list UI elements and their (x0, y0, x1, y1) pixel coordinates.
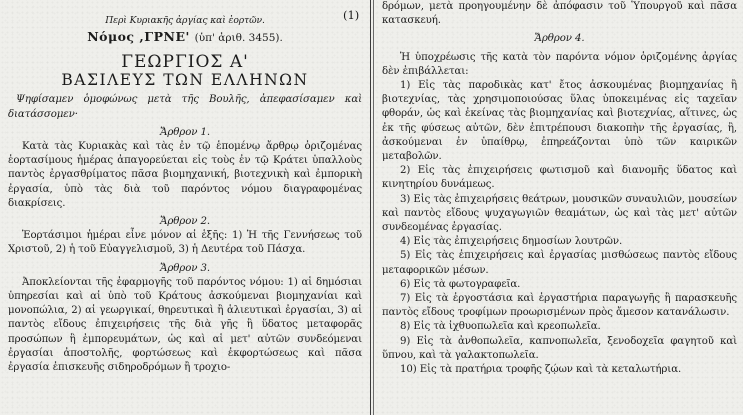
column-divider-secondary (373, 0, 374, 415)
list-item: 10) Εἰς τὰ πρατήρια τροφῆς ζῴων καὶ τὰ κεταλωτήρια. (400, 364, 682, 376)
list-item: 9) Εἰς τὰ ἀνθοπωλεῖα, καπνοπωλεῖα, ξενοδοχεῖα φαγητοῦ καὶ ὕπνου, καὶ τὰ γαλακτοπωλεῖα. (382, 335, 737, 361)
enactment-clause: Ψηφίσαμεν ὁμοφώνως μετὰ τῆς Βουλῆς, ἀπεφασίσαμεν καὶ διατάσσομεν· (8, 94, 362, 120)
article-4-heading: Ἄρθρον 4. (534, 33, 585, 45)
article-3-heading: Ἄρθρον 3. (160, 262, 210, 274)
law-reference: (ὑπ' ἀριθ. 3455). (194, 32, 283, 45)
list-item: 7) Εἰς τὰ ἐργοστάσια καὶ ἐργαστήρια παραγωγῆς ἢ παρασκευῆς παντὸς εἴδους τροφίμων προωρισμένων πρὸς ἄμεσον κατανάλωσιν. (382, 293, 737, 319)
law-number: Νόμος ,ΓΡΝΕ' (87, 29, 190, 45)
page-number: (1) (343, 8, 360, 22)
list-item: 1) Εἰς τὰς παροδικὰς κατ' ἔτος ἀσκουμένας βιομηχανίας ἢ βιοτεχνίας, τὰς χρησιμοποιούσας ὕλας ὑποκειμένας εἰς ταχεῖαν φθοράν, ὡς καὶ ἐκείνας τὰς βιομηχανίας καὶ βιοτεχνίας, αἵτινες, ὡς ἐκ τῆς φύσεως αὐτῶν, δὲν ἐπιτρέπουσι διακοπὴν τῆς ἐργασίας, ἢ, ἀσκούμεναι ἐν ὑπαίθρῳ, ἐπηρεάζονται ὑπὸ τῶν καιρικῶν μεταβολῶν. (382, 80, 737, 163)
column-divider (370, 0, 371, 415)
list-item: 4) Εἰς τὰς ἐπιχειρήσεις δημοσίων λουτρῶν. (400, 236, 623, 248)
list-item: 3) Εἰς τὰς ἐπιχειρήσεις θεάτρων, μουσικῶν συναυλιῶν, μουσείων καὶ παντὸς εἴδους ψυχαγωγιῶν θεαμάτων, ὡς καὶ τὰς μετ' αὐτῶν συνδεομένας ἐργασίας. (382, 193, 737, 234)
article-3-continuation: δρόμων, μετὰ προηγουμένην δὲ ἀπόφασιν τοῦ Ὑπουργοῦ καὶ πᾶσα κατασκευή. (382, 1, 737, 27)
right-column (382, 0, 737, 415)
list-item: 5) Εἰς τὰς ἐπιχειρήσεις καὶ ἐργασίας μισθώσεως παντὸς εἴδους μεταφορικῶν μέσων. (382, 250, 737, 276)
list-item: 8) Εἰς τὰ ἰχθυοπωλεῖα καὶ κρεοπωλεῖα. (400, 321, 601, 333)
law-title (8, 30, 362, 45)
article-1-heading: Ἄρθρον 1. (160, 126, 210, 138)
section-heading: Περὶ Κυριακῆς ἀργίας καὶ ἑορτῶν. (105, 15, 265, 26)
article-2-text: Ἑορτάσιμοι ἡμέραι εἶνε μόνον αἱ ἑξῆς: 1) Ἡ τῆς Γεννήσεως τοῦ Χριστοῦ, 2) ἡ τοῦ Εὐαγγελισμοῦ, 3) ἡ Δευτέρα τοῦ Πάσχα. (8, 230, 362, 256)
king-name: ΓΕΩΡΓΙΟΣ Α' (121, 52, 249, 73)
list-item: 6) Εἰς τὰ φωτογραφεῖα. (400, 278, 521, 290)
king-title: ΒΑΣΙΛΕΥΣ ΤΩΝ ΕΛΛΗΝΩΝ (61, 71, 309, 90)
article-3-text: Ἀποκλείονται τῆς ἐφαρμογῆς τοῦ παρόντος νόμου: 1) αἱ δημόσιαι ὑπηρεσίαι καὶ αἱ ὑπὸ τοῦ Κράτους ἀσκούμεναι βιομηχανίαι καὶ μονοπώλια, 2) αἱ γεωργικαί, θηρευτικαὶ ἢ ἁλιευτικαὶ ἐργασίαι, 3) αἱ παντὸς εἴδους ἐπιχειρήσεις τῆς διὰ γῆς ἢ ὕδατος μεταφορᾶς προσώπων ἢ ἐμπορευμάτων, ὡς καὶ αἱ μετ' αὐτῶν συνδεόμεναι ἐργασίαι ἀποστολῆς, φορτώσεως καὶ ἐκφορτώσεως καὶ πᾶσα ἐργασία ἐπισκευῆς σιδηροδρόμων ἢ τροχιο- (8, 276, 362, 374)
article-4-intro: Ἡ ὑποχρέωσις τῆς κατὰ τὸν παρόντα νόμον ὁριζομένης ἀργίας δὲν ἐπιβάλλεται: (382, 51, 737, 77)
list-item: 2) Εἰς τὰς ἐπιχειρήσεις φωτισμοῦ καὶ διανομῆς ὕδατος καὶ κινητηρίου δυνάμεως. (382, 165, 737, 191)
article-2-heading: Ἄρθρον 2. (160, 216, 210, 228)
left-column (8, 0, 362, 415)
article-1-text: Κατὰ τὰς Κυριακὰς καὶ τὰς ἐν τῷ ἑπομένῳ ἄρθρῳ ὁριζομένας ἑορτασίμους ἡμέρας ἀπαγορεύεται εἰς τοὺς ἐν τῷ Κράτει ὑπαλλοὺς παντὸς ἐργασθρίματος πᾶσα βιομηχανική, βιοτεχνικὴ καὶ ἐμπορικὴ ἐργασία, ὑπὸ τὰς διὰ τοῦ παρόντος νόμου διαγραφομένας διακρίσεις. (8, 141, 362, 209)
